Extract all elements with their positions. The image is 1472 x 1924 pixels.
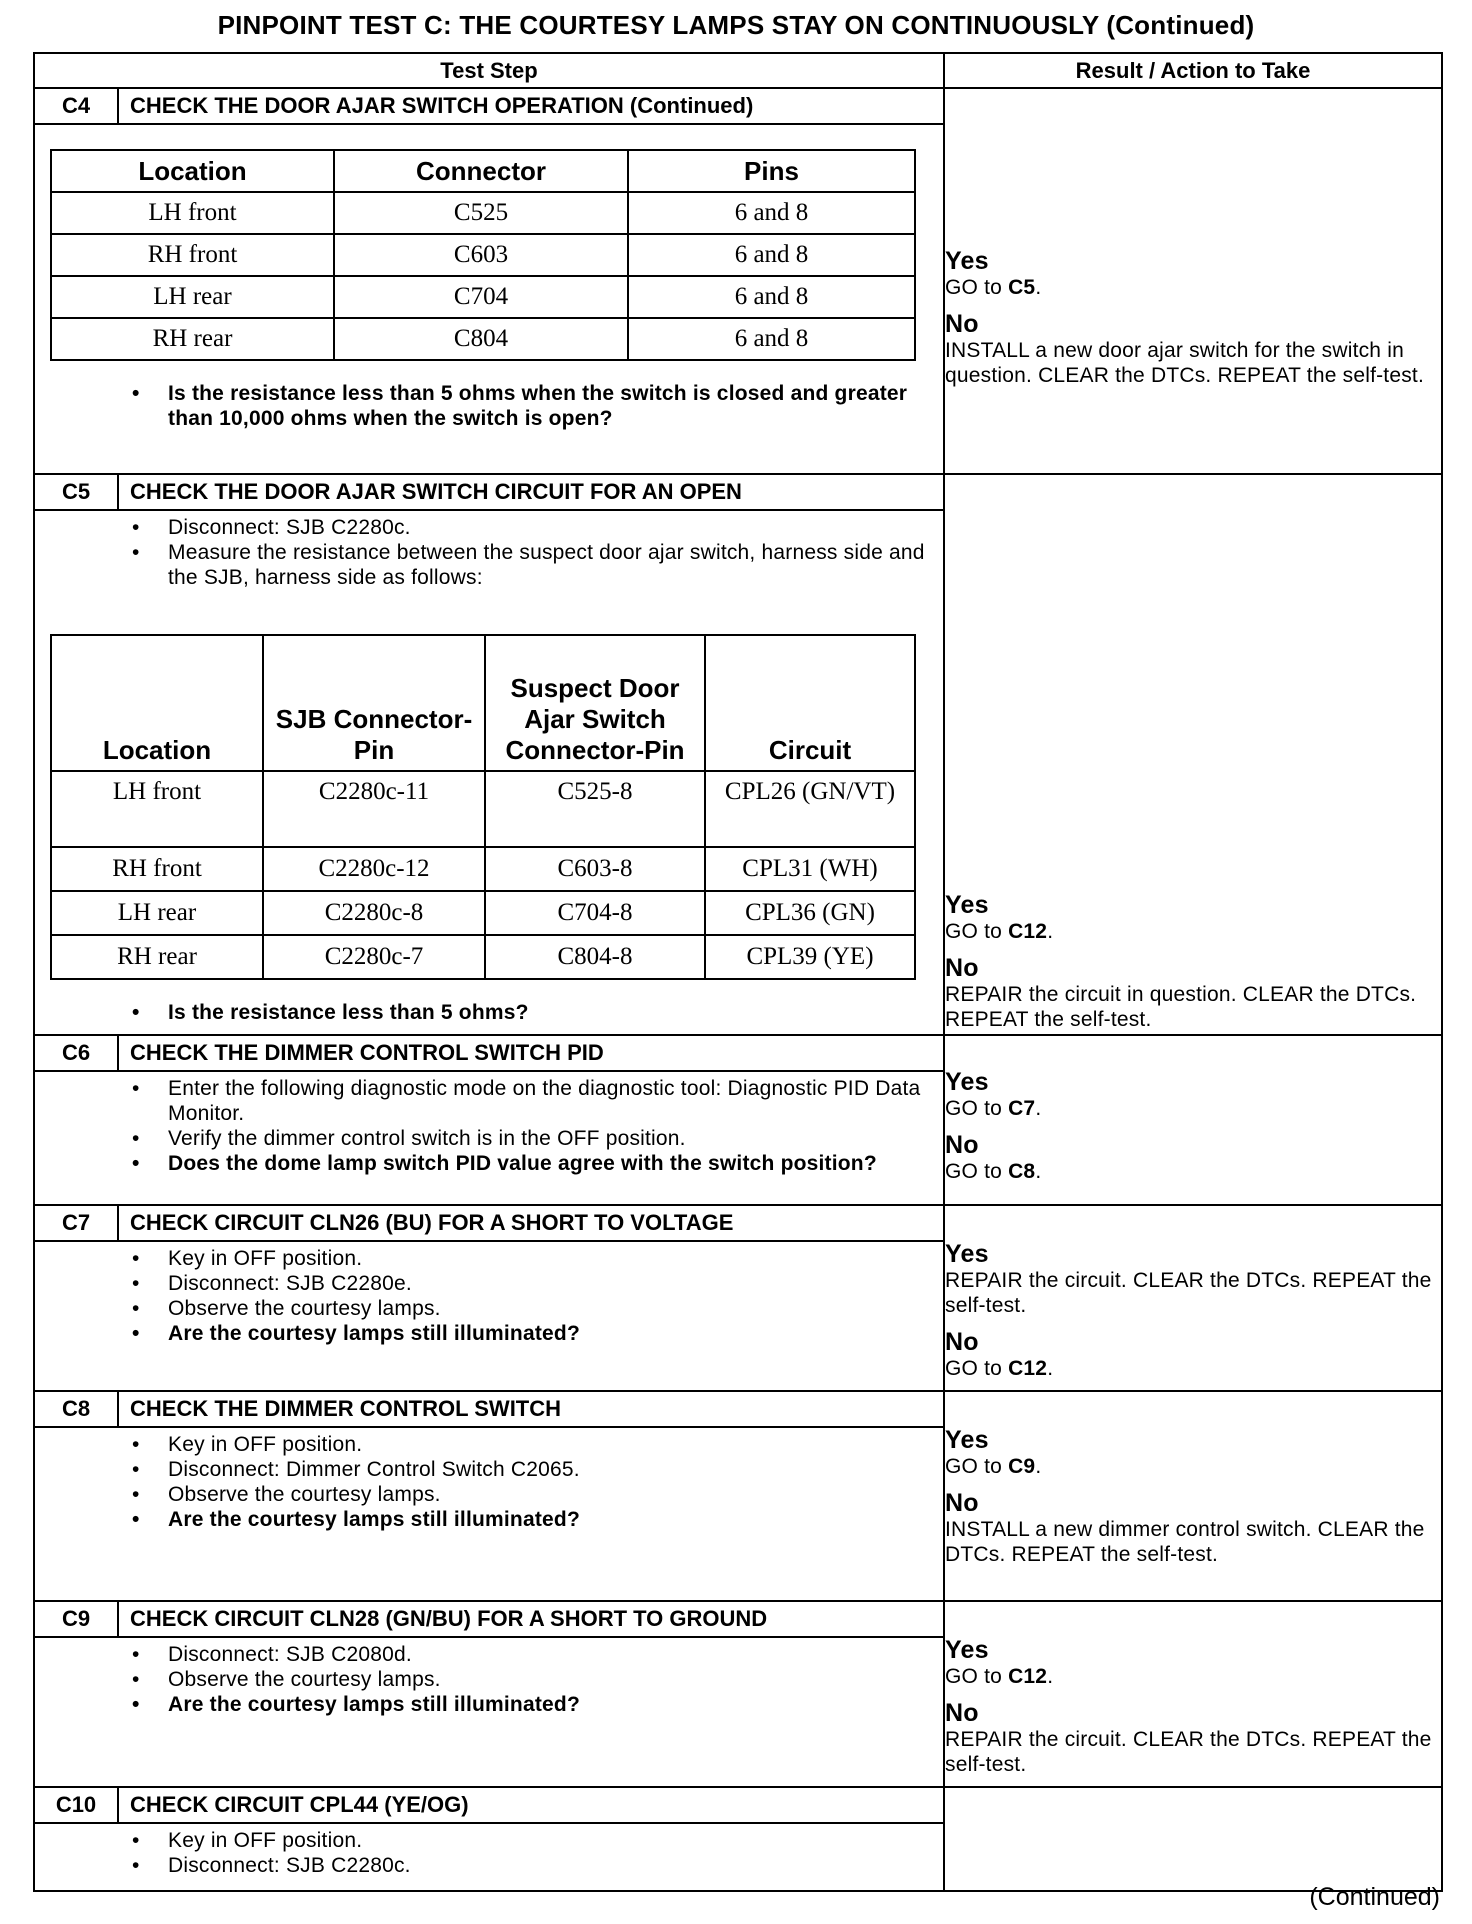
no-suffix: .: [1035, 1160, 1042, 1183]
bullet-item: • Are the courtesy lamps still illuminated?: [168, 1507, 927, 1532]
step-row-c4: [34, 88, 1442, 474]
step-row-c5: [34, 474, 1442, 1035]
yes-suffix: .: [1047, 920, 1054, 943]
step-id: C5: [35, 475, 119, 509]
page-title: PINPOINT TEST C: THE COURTESY LAMPS STAY ON CONTINUOUSLY (Continued): [217, 10, 1255, 40]
result-block: [945, 1392, 1441, 1567]
table-cell: CPL26 (GN/VT): [705, 771, 915, 847]
table-row: [51, 891, 915, 935]
yes-label: Yes: [945, 1636, 989, 1664]
bullet-item: • Disconnect: SJB C2280e.: [168, 1271, 927, 1296]
table-header: Location: [51, 635, 263, 771]
result-block: [945, 89, 1441, 388]
no-label: No: [945, 1489, 979, 1517]
step-title: CHECK THE DIMMER CONTROL SWITCH PID: [130, 1040, 604, 1065]
yes-text: GO to: [945, 1665, 1009, 1688]
bullet-item: • Are the courtesy lamps still illuminated?: [168, 1692, 927, 1717]
yes-target: C12: [1008, 1665, 1048, 1688]
table-cell: RH front: [51, 234, 334, 276]
table-cell: LH front: [51, 771, 263, 847]
table-cell: 6 and 8: [628, 276, 915, 318]
table-header: SJB Connector-Pin: [263, 635, 485, 771]
table-row: [51, 192, 915, 234]
table-cell: C704-8: [485, 891, 705, 935]
step-id: C4: [35, 89, 119, 123]
table-cell: LH rear: [51, 891, 263, 935]
table-cell: CPL36 (GN): [705, 891, 915, 935]
yes-suffix: .: [1035, 276, 1042, 299]
yes-text: GO to: [945, 276, 1009, 299]
step-row-c10: [34, 1787, 1442, 1891]
bullet-item: • Key in OFF position.: [168, 1828, 927, 1853]
yes-target: C12: [1008, 920, 1048, 943]
yes-suffix: .: [1035, 1455, 1042, 1478]
bullet-item: • Key in OFF position.: [168, 1432, 927, 1457]
step-title: CHECK THE DIMMER CONTROL SWITCH: [130, 1396, 562, 1421]
bullet-item: • Disconnect: Dimmer Control Switch C2065.: [168, 1457, 927, 1482]
result-block: [945, 1602, 1441, 1777]
no-text: INSTALL a new door ajar switch for the switch in question. CLEAR the DTCs. REPEAT the self-test.: [945, 339, 1424, 387]
table-row: [51, 935, 915, 979]
step-title: CHECK CIRCUIT CPL44 (YE/OG): [130, 1792, 469, 1817]
table-cell: C525-8: [485, 771, 705, 847]
yes-target: C5: [1008, 276, 1036, 299]
table-cell: CPL39 (YE): [705, 935, 915, 979]
yes-label: Yes: [945, 247, 989, 275]
bullet-item: • Disconnect: SJB C2280c.: [168, 515, 927, 540]
table-cell: CPL31 (WH): [705, 847, 915, 891]
bullet-item: • Observe the courtesy lamps.: [168, 1667, 927, 1692]
step-row-c6: [34, 1035, 1442, 1205]
bullet-item: • Disconnect: SJB C2280c.: [168, 1853, 927, 1878]
bullet-item: • Verify the dimmer control switch is in the OFF position.: [168, 1126, 927, 1151]
table-cell: RH front: [51, 847, 263, 891]
no-text: INSTALL a new dimmer control switch. CLEAR the DTCs. REPEAT the self-test.: [945, 1518, 1425, 1566]
table-header: Circuit: [705, 635, 915, 771]
no-label: No: [945, 1131, 979, 1159]
table-cell: RH rear: [51, 318, 334, 360]
step-title: CHECK CIRCUIT CLN26 (BU) FOR A SHORT TO VOLTAGE: [130, 1210, 734, 1235]
table-row: [51, 847, 915, 891]
no-label: No: [945, 954, 979, 982]
result-header: Result / Action to Take: [944, 53, 1442, 88]
result-block: [945, 891, 1441, 1034]
bullet-item: • Is the resistance less than 5 ohms?: [168, 1000, 927, 1025]
no-text: REPAIR the circuit. CLEAR the DTCs. REPEAT the self-test.: [945, 1728, 1432, 1776]
table-cell: C804-8: [485, 935, 705, 979]
step-id: C9: [35, 1602, 119, 1636]
pinpoint-test-table: [33, 52, 1443, 1892]
circuit-table: [50, 634, 916, 980]
step-title: CHECK THE DOOR AJAR SWITCH CIRCUIT FOR AN OPEN: [130, 479, 742, 504]
table-cell: C603: [334, 234, 628, 276]
table-cell: 6 and 8: [628, 234, 915, 276]
step-id: C8: [35, 1392, 119, 1426]
no-label: No: [945, 310, 979, 338]
yes-label: Yes: [945, 1068, 989, 1096]
yes-text: REPAIR the circuit. CLEAR the DTCs. REPEAT the self-test.: [945, 1269, 1432, 1317]
table-row: [51, 318, 915, 360]
step-id: C10: [35, 1788, 119, 1822]
yes-suffix: .: [1047, 1665, 1054, 1688]
step-id: C6: [35, 1036, 119, 1070]
no-target: C12: [1008, 1357, 1048, 1380]
yes-label: Yes: [945, 1426, 989, 1454]
bullet-item: • Observe the courtesy lamps.: [168, 1482, 927, 1507]
bullet-item: • Enter the following diagnostic mode on the diagnostic tool: Diagnostic PID Data Monitor.: [168, 1076, 927, 1126]
bullet-item: • Observe the courtesy lamps.: [168, 1296, 927, 1321]
no-target: C8: [1008, 1160, 1036, 1183]
bullet-item: • Measure the resistance between the suspect door ajar switch, harness side and the SJB, harness side as follows:: [168, 540, 927, 590]
no-text: REPAIR the circuit in question. CLEAR the DTCs. REPEAT the self-test.: [945, 983, 1417, 1031]
no-text: GO to: [945, 1160, 1009, 1183]
test-step-header: Test Step: [34, 53, 944, 88]
bullet-item: • Disconnect: SJB C2080d.: [168, 1642, 927, 1667]
table-cell: C525: [334, 192, 628, 234]
table-cell: RH rear: [51, 935, 263, 979]
step-row-c8: [34, 1391, 1442, 1601]
no-text: GO to: [945, 1357, 1009, 1380]
result-block: [945, 1056, 1441, 1184]
connector-pins-table: [50, 149, 916, 361]
yes-text: GO to: [945, 1455, 1009, 1478]
table-header: Pins: [628, 150, 915, 192]
table-cell: LH rear: [51, 276, 334, 318]
bullet-item: • Is the resistance less than 5 ohms when the switch is closed and greater than 10,000 ohms when the switch is open?: [168, 381, 927, 431]
no-label: No: [945, 1328, 979, 1356]
table-cell: LH front: [51, 192, 334, 234]
table-cell: C2280c-12: [263, 847, 485, 891]
yes-suffix: .: [1035, 1097, 1042, 1120]
no-label: No: [945, 1699, 979, 1727]
table-row: [51, 276, 915, 318]
table-cell: C2280c-7: [263, 935, 485, 979]
step-title: CHECK CIRCUIT CLN28 (GN/BU) FOR A SHORT TO GROUND: [130, 1606, 768, 1631]
table-header: Connector: [334, 150, 628, 192]
continued-note: (Continued): [1309, 1883, 1440, 1911]
table-cell: 6 and 8: [628, 192, 915, 234]
no-suffix: .: [1047, 1357, 1054, 1380]
table-header: Suspect Door Ajar Switch Connector-Pin: [485, 635, 705, 771]
step-row-c9: [34, 1601, 1442, 1787]
table-header: Location: [51, 150, 334, 192]
step-row-c7: [34, 1205, 1442, 1391]
yes-text: GO to: [945, 1097, 1009, 1120]
result-block: [945, 1206, 1441, 1381]
table-row: [51, 771, 915, 847]
yes-label: Yes: [945, 1240, 989, 1268]
bullet-item: • Does the dome lamp switch PID value agree with the switch position?: [168, 1151, 927, 1176]
step-id: C7: [35, 1206, 119, 1240]
yes-target: C7: [1008, 1097, 1036, 1120]
bullet-item: • Are the courtesy lamps still illuminated?: [168, 1321, 927, 1346]
table-cell: C2280c-8: [263, 891, 485, 935]
table-cell: 6 and 8: [628, 318, 915, 360]
yes-label: Yes: [945, 891, 989, 919]
table-cell: C804: [334, 318, 628, 360]
table-cell: C704: [334, 276, 628, 318]
step-title: CHECK THE DOOR AJAR SWITCH OPERATION (Continued): [130, 93, 754, 118]
table-cell: C2280c-11: [263, 771, 485, 847]
result-block: [944, 1787, 1442, 1891]
bullet-item: • Key in OFF position.: [168, 1246, 927, 1271]
table-cell: C603-8: [485, 847, 705, 891]
yes-text: GO to: [945, 920, 1009, 943]
table-row: [51, 234, 915, 276]
yes-target: C9: [1008, 1455, 1036, 1478]
